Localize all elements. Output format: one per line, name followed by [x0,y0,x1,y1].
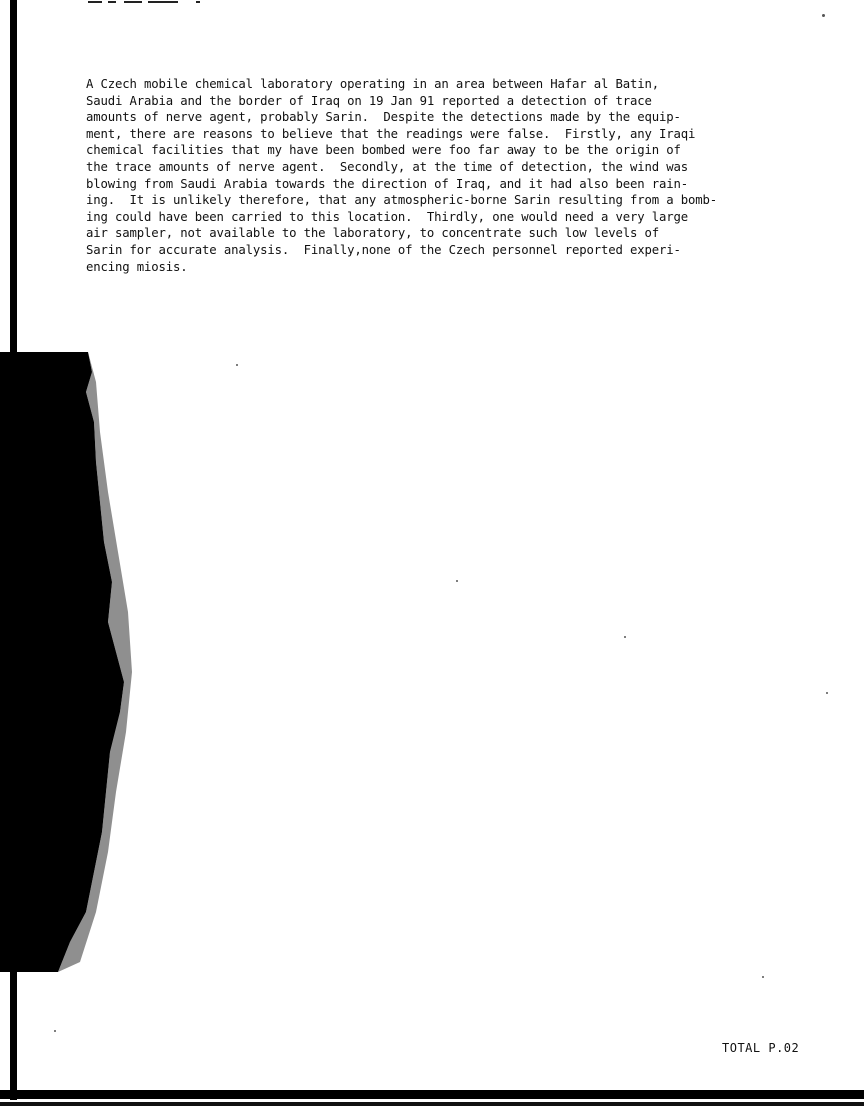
fax-page-total: TOTAL P.02 [722,1041,800,1055]
scan-shadow-artifact [0,352,140,972]
paragraph-line: blowing from Saudi Arabia towards the direction of Iraq, and it had also been rain- [86,176,689,191]
paragraph-line: ing. It is unlikely therefore, that any atmospheric-borne Sarin resulting from a bomb- [86,193,718,208]
scan-speck [762,976,764,978]
scan-top-dashes [88,0,208,6]
scan-bottom-edge-2 [0,1102,864,1106]
paragraph-line: ment, there are reasons to believe that the readings were false. Firstly, any Iraqi [86,126,696,141]
scan-speck [822,14,825,17]
paragraph-line: amounts of nerve agent, probably Sarin. Despite the detections made by the equip- [86,110,681,125]
scan-speck [624,636,626,638]
paragraph-line: Saudi Arabia and the border of Iraq on 19 Jan 91 reported a detection of trace [86,93,652,108]
paragraph-line: encing miosis. [86,259,188,274]
paragraph-line: the trace amounts of nerve agent. Secondly, at the time of detection, the wind was [86,159,689,174]
paragraph-line: air sampler, not available to the laboratory, to concentrate such low levels of [86,226,660,241]
paragraph-line: A Czech mobile chemical laboratory operating in an area between Hafar al Batin, [86,77,660,91]
scan-speck [236,364,238,366]
paragraph-line: Sarin for accurate analysis. Finally,none of the Czech personnel reported experi- [86,242,681,257]
body-paragraph [86,76,826,275]
scan-speck [54,1030,56,1032]
scan-speck [826,692,828,694]
scan-bottom-edge [0,1090,864,1099]
paragraph-line: ing could have been carried to this location. Thirdly, one would need a very large [86,209,689,224]
paragraph-line: chemical facilities that my have been bombed were foo far away to be the origin of [86,143,681,158]
scan-speck [456,580,458,582]
